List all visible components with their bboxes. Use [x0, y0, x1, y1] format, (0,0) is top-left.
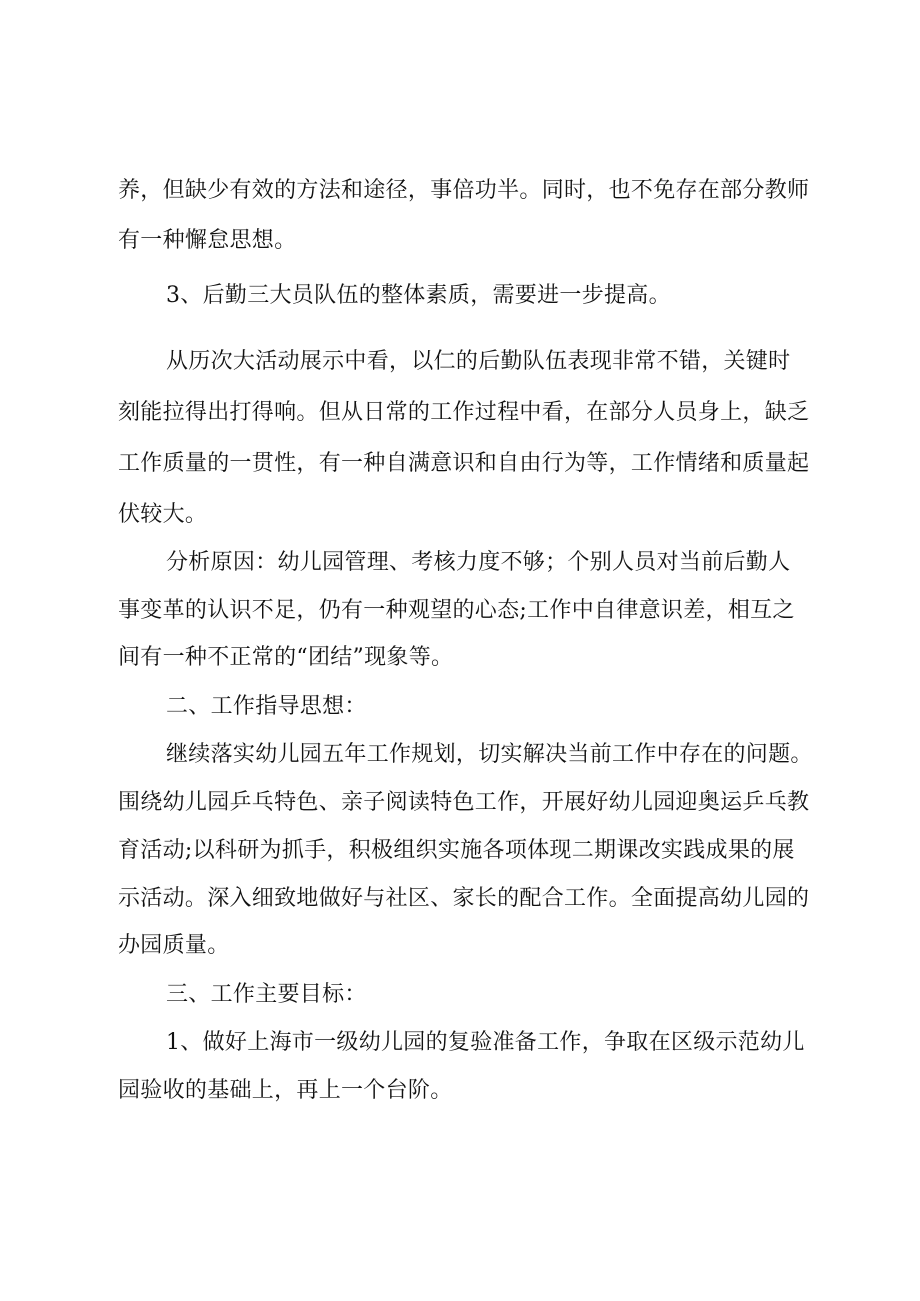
section-heading: 3、后勤三大员队伍的整体素质，需要进一步提高。 — [166, 283, 671, 308]
paragraph-line: 育活动;以科研为抓手，积极组织实施各项体现二期课改实践成果的展 — [118, 838, 795, 863]
paragraph-line: 从历次大活动展示中看，以仁的后勤队伍表现非常不错，关键时 — [166, 349, 791, 374]
paragraph-line: 园验收的基础上，再上一个台阶。 — [118, 1078, 453, 1103]
paragraph-line: 有一种懈怠思想。 — [118, 228, 297, 253]
paragraph-line: 继续落实幼儿园五年工作规划，切实解决当前工作中存在的问题。 — [166, 742, 813, 767]
paragraph-line: 办园质量。 — [118, 933, 230, 958]
paragraph-line: 分析原因：幼儿园管理、考核力度不够；个别人员对当前后勤人 — [166, 550, 791, 575]
section-heading: 三、工作主要目标： — [166, 982, 367, 1007]
paragraph-line: 间有一种不正常的“团结”现象等。 — [118, 645, 454, 670]
paragraph-line: 示活动。深入细致地做好与社区、家长的配合工作。全面提高幼儿园的 — [118, 886, 810, 911]
paragraph-line: 养，但缺少有效的方法和途径，事倍功半。同时，也不免存在部分教师 — [118, 178, 810, 203]
paragraph-line: 事变革的认识不足，仍有一种观望的心态;工作中自律意识差，相互之 — [118, 598, 795, 623]
paragraph-line: 伏较大。 — [118, 502, 208, 527]
section-heading: 二、工作指导思想： — [166, 694, 367, 719]
paragraph-line: 1、做好上海市一级幼儿园的复验准备工作，争取在区级示范幼儿 — [166, 1030, 805, 1055]
paragraph-line: 刻能拉得出打得响。但从日常的工作过程中看，在部分人员身上，缺乏 — [118, 400, 810, 425]
paragraph-line: 围绕幼儿园乒乓特色、亲子阅读特色工作，开展好幼儿园迎奥运乒乓教 — [118, 790, 810, 815]
paragraph-line: 工作质量的一贯性，有一种自满意识和自由行为等，工作情绪和质量起 — [118, 451, 810, 476]
